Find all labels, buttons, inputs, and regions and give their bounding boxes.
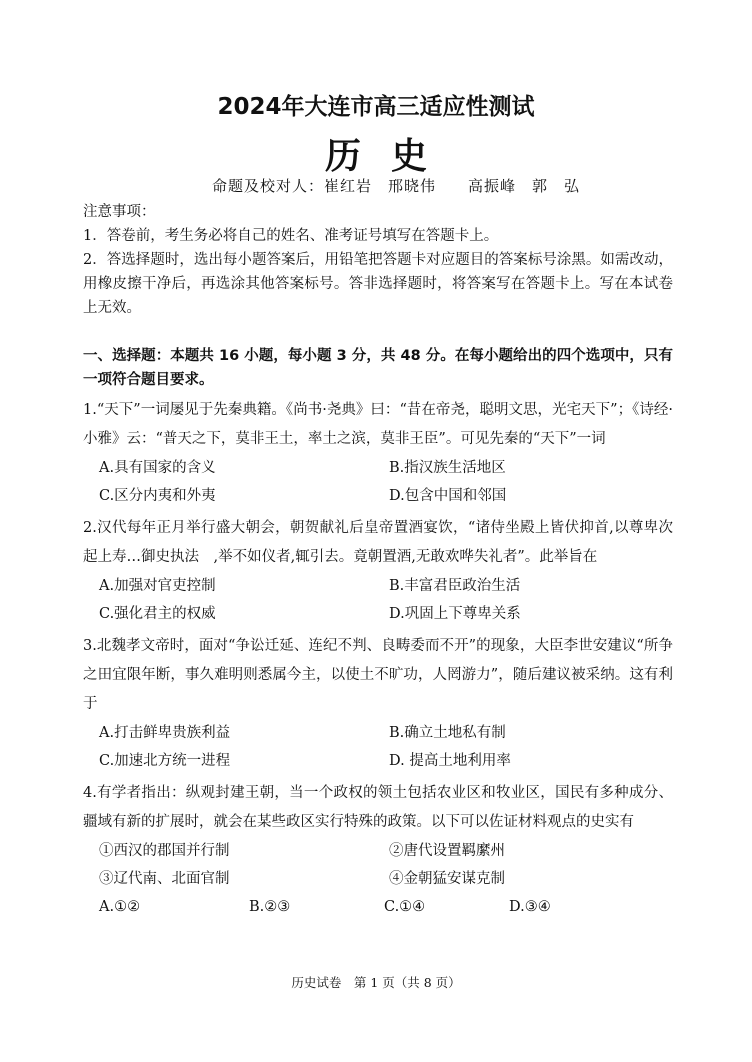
subject-title: 历史 bbox=[324, 136, 457, 177]
option-b: B.指汉族生活地区 bbox=[389, 460, 506, 476]
statement-4: ④金朝猛安谋克制 bbox=[389, 871, 505, 887]
question-stem: 3.北魏孝文帝时，面对“争讼迁延、连纪不判、良畴委而不开”的现象，大臣李世安建议“所争之田宜限年断，事久难明则悉属今主，以使土不旷功，人罔游力”，随后建议被采纳。这有利于 bbox=[83, 638, 673, 712]
option-c: C.①④ bbox=[384, 899, 426, 915]
page-footer: 历史试卷 第 1 页（共 8 页） bbox=[291, 975, 461, 990]
option-a: A.①② bbox=[99, 899, 141, 915]
option-a: A.加强对官吏控制 bbox=[99, 578, 216, 594]
notice-item-2: 2．答选择题时，选出每小题答案后，用铅笔把答题卡对应题目的答案标号涂黑。如需改动，用橡皮擦干净后，再选涂其他答案标号。答非选择题时，将答案写在答题卡上。写在本试卷上无效。 bbox=[83, 252, 673, 316]
option-d: D.包含中国和邻国 bbox=[389, 488, 507, 504]
option-list bbox=[83, 719, 673, 775]
question-stem: 2.汉代每年正月举行盛大朝会，朝贺献礼后皇帝置酒宴饮，“诸侍坐殿上皆伏抑首,以尊卑次起上寿…御史执法 ,举不如仪者,辄引去。竟朝置酒,无敢欢哗失礼者”。此举旨在 bbox=[83, 520, 673, 565]
statement-3: ③辽代南、北面官制 bbox=[99, 871, 230, 887]
option-d: D.巩固上下尊卑关系 bbox=[389, 606, 521, 622]
question-1 bbox=[83, 396, 673, 510]
question-stem: 4.有学者指出：纵观封建王朝，当一个政权的领土包括农业区和牧业区，国民有多种成分、疆域有新的扩展时，就会在某些政区实行特殊的政策。以下可以佐证材料观点的史实有 bbox=[83, 785, 673, 830]
statement-list bbox=[83, 837, 673, 893]
option-c: C.区分内夷和外夷 bbox=[99, 488, 216, 504]
option-b: B.丰富君臣政治生活 bbox=[389, 578, 521, 594]
option-d: D.③④ bbox=[509, 899, 551, 915]
option-c: C.强化君主的权威 bbox=[99, 606, 216, 622]
question-4 bbox=[83, 779, 673, 921]
option-b: B.确立土地私有制 bbox=[389, 725, 506, 741]
question-2 bbox=[83, 514, 673, 628]
option-d: D. 提高土地利用率 bbox=[389, 753, 511, 769]
editors-line: 命题及校对人：崔红岩 邢晓伟 高振峰 郭 弘 bbox=[211, 177, 580, 195]
option-c: C.加速北方统一进程 bbox=[99, 753, 231, 769]
notice-item-1: 1．答卷前，考生务必将自己的姓名、准考证号填写在答题卡上。 bbox=[83, 228, 499, 244]
question-stem: 1.“天下”一词屡见于先秦典籍。《尚书·尧典》曰：“昔在帝尧，聪明文思，光宅天下”；《诗经·小雅》云：“普天之下，莫非王土，率土之滨，莫非王臣”。可见先秦的“天下”一词 bbox=[83, 402, 673, 447]
exam-title: 2024年大连市高三适应性测试 bbox=[217, 94, 535, 120]
section-heading: 一、选择题：本题共 16 小题，每小题 3 分，共 48 分。在每小题给出的四个选项中，只有一项符合题目要求。 bbox=[83, 348, 673, 388]
question-3 bbox=[83, 632, 673, 775]
option-list bbox=[83, 893, 673, 921]
page-content bbox=[83, 200, 673, 921]
option-list bbox=[83, 454, 673, 510]
spacer bbox=[83, 320, 673, 344]
option-list bbox=[83, 572, 673, 628]
option-a: A.打击鲜卑贵族利益 bbox=[99, 725, 231, 741]
statement-1: ①西汉的郡国并行制 bbox=[99, 843, 230, 859]
option-a: A.具有国家的含义 bbox=[99, 460, 216, 476]
statement-2: ②唐代设置羁縻州 bbox=[389, 843, 505, 859]
option-b: B.②③ bbox=[249, 899, 291, 915]
notice-heading: 注意事项： bbox=[83, 204, 156, 220]
